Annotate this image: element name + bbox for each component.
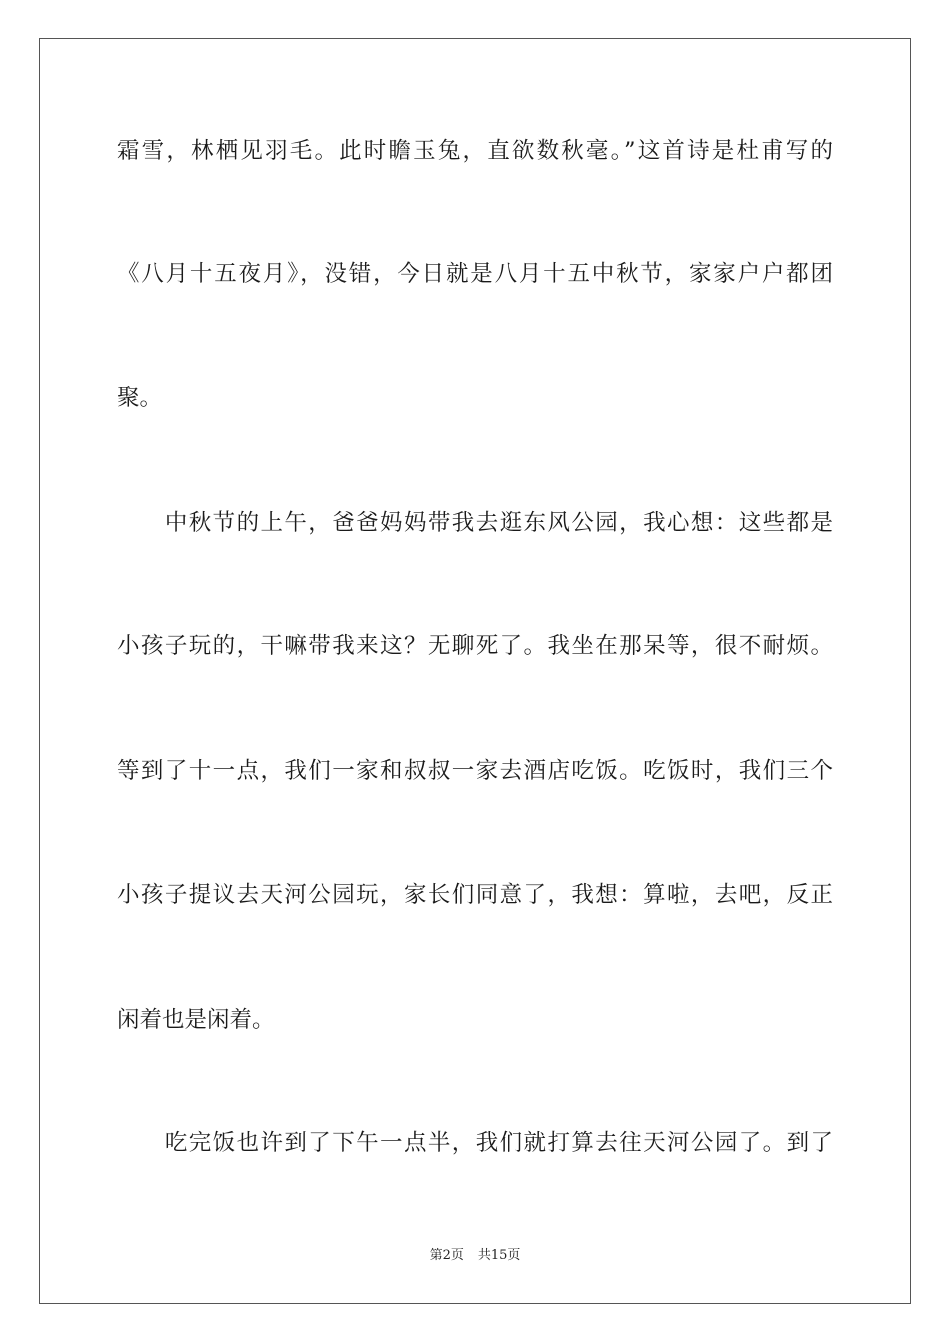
- text-line: 闲着也是闲着。: [117, 1007, 275, 1033]
- text-line: 小孩子玩的，干嘛带我来这？无聊死了。我坐在那呆等，很不耐烦。: [117, 633, 833, 659]
- text-line: 中秋节的上午，爸爸妈妈带我去逛东风公园，我心想：这些都是: [117, 510, 833, 536]
- page-border: [39, 38, 911, 1304]
- text-line: 小孩子提议去天河公园玩，家长们同意了，我想：算啦，去吧，反正: [117, 882, 833, 908]
- text-line: 《八月十五夜月》，没错，今日就是八月十五中秋节，家家户户都团: [117, 261, 833, 287]
- text-line: 聚。: [117, 385, 163, 411]
- text-line: 等到了十一点，我们一家和叔叔一家去酒店吃饭。吃饭时，我们三个: [117, 758, 833, 784]
- text-line: 霜雪，林栖见羽毛。此时瞻玉兔，直欲数秋毫。”这首诗是杜甫写的: [117, 138, 833, 164]
- page-footer: [0, 1246, 950, 1266]
- text-line: 吃完饭也许到了下午一点半，我们就打算去往天河公园了。到了: [117, 1130, 833, 1156]
- page-number: 第2页: [429, 1248, 464, 1263]
- page-total: 共15页: [477, 1248, 521, 1263]
